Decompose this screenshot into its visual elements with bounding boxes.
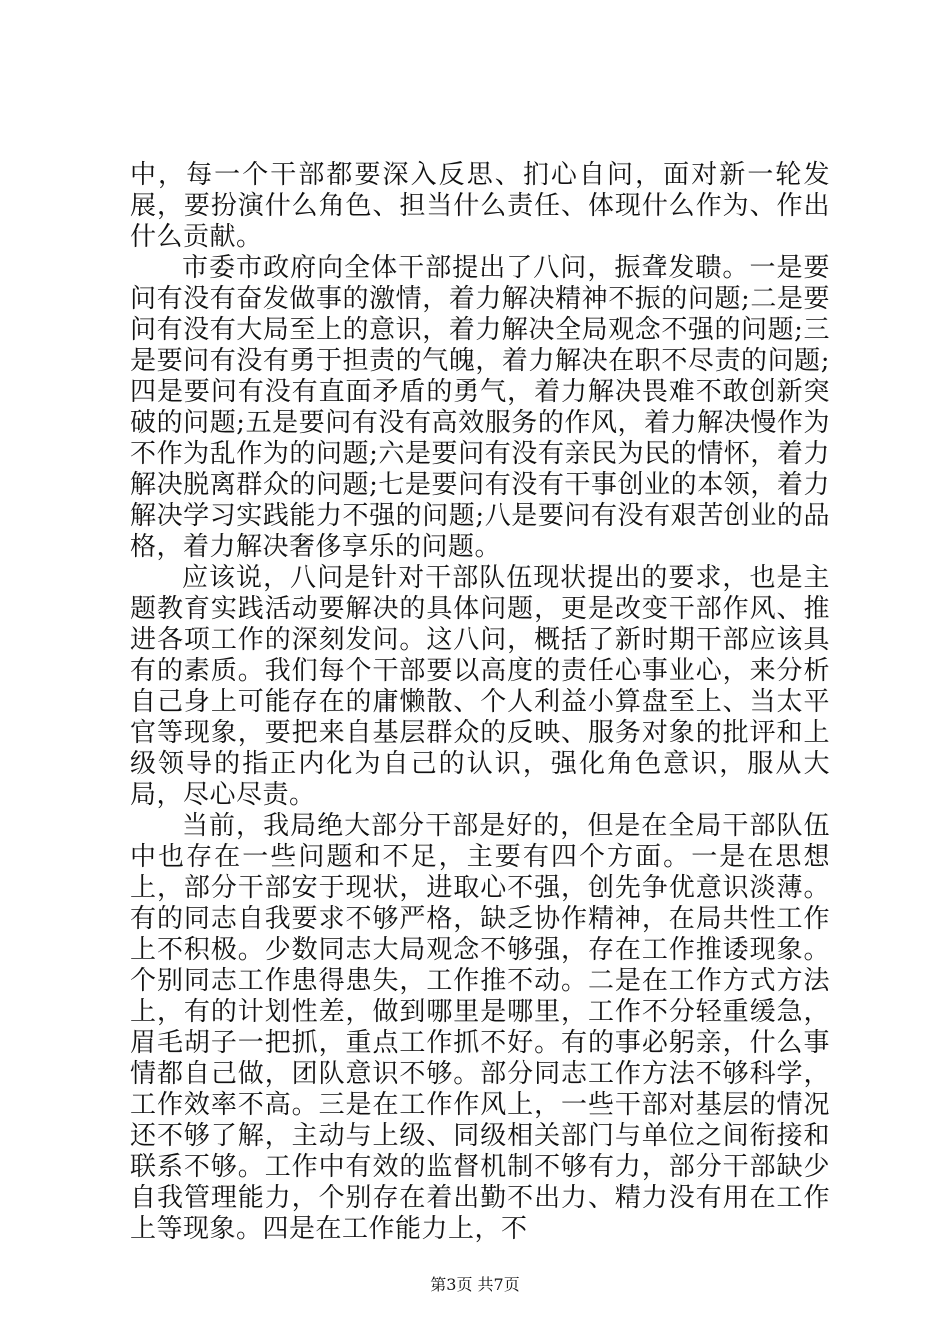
paragraph-continuation: 中，每一个干部都要深入反思、扪心自问，面对新一轮发展，要扮演什么角色、担当什么责任、体现什么作为、作出什么贡献。	[130, 160, 830, 252]
paragraph-current-issues: 当前，我局绝大部分干部是好的，但是在全局干部队伍中也存在一些问题和不足，主要有四个方面。一是在思想上，部分干部安于现状，进取心不强，创先争优意识淡薄。有的同志自我要求不够严格，缺乏协作精神，在局共性工作上不积极。少数同志大局观念不够强，存在工作推诿现象。个别同志工作患得患失，工作推不动。二是在工作方式方法上，有的计划性差，做到哪里是哪里，工作不分轻重缓急，眉毛胡子一把抓，重点工作抓不好。有的事必躬亲，什么事情都自己做，团队意识不够。部分同志工作方法不够科学，工作效率不高。三是在工作作风上，一些干部对基层的情况还不够了解，主动与上级、同级相关部门与单位之间衔接和联系不够。工作中有效的监督机制不够有力，部分干部缺少自我管理能力，个别存在着出勤不出力、精力没有用在工作上等现象。四是在工作能力上，不	[130, 811, 830, 1244]
paragraph-should-say: 应该说，八问是针对干部队伍现状提出的要求，也是主题教育实践活动要解决的具体问题，更是改变干部作风、推进各项工作的深刻发问。这八问，概括了新时期干部应该具有的素质。我们每个干部要以高度的责任心事业心，来分析自己身上可能存在的庸懒散、个人利益小算盘至上、当太平官等现象，要把来自基层群众的反映、服务对象的批评和上级领导的指正内化为自己的认识，强化角色意识，服从大局，尽心尽责。	[130, 563, 830, 810]
paragraph-eight-questions: 市委市政府向全体干部提出了八问，振聋发聩。一是要问有没有奋发做事的激情，着力解决精神不振的问题;二是要问有没有大局至上的意识，着力解决全局观念不强的问题;三是要问有没有勇于担责的气魄，着力解决在职不尽责的问题;四是要问有没有直面矛盾的勇气，着力解决畏难不敢创新突破的问题;五是要问有没有高效服务的作风，着力解决慢作为不作为乱作为的问题;六是要问有没有亲民为民的情怀，着力解决脱离群众的问题;七是要问有没有干事创业的本领，着力解决学习实践能力不强的问题;八是要问有没有艰苦创业的品格，着力解决奢侈享乐的问题。	[130, 253, 830, 562]
document-body	[130, 160, 830, 1245]
page-footer: 第3页 共7页	[430, 1275, 520, 1294]
